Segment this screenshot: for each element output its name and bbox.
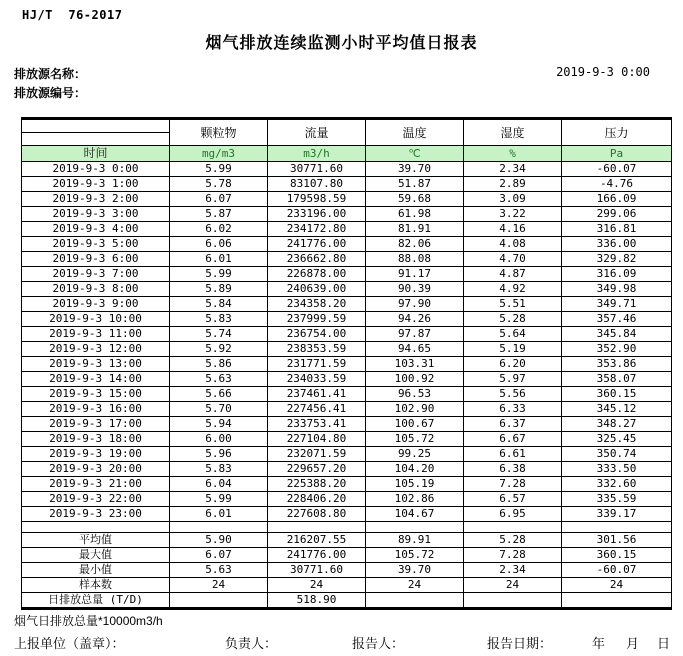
cell-value: 349.98	[562, 282, 672, 297]
summary-value: 39.70	[366, 563, 464, 578]
summary-value: 6.07	[170, 548, 268, 563]
cell-value: 5.99	[170, 267, 268, 282]
cell-time: 2019-9-3 10:00	[22, 312, 170, 327]
summary-value: 7.28	[464, 548, 562, 563]
table-row	[22, 432, 672, 447]
cell-value: 39.70	[366, 162, 464, 177]
cell-time: 2019-9-3 9:00	[22, 297, 170, 312]
unit-row	[22, 146, 672, 162]
cell-value: 5.19	[464, 342, 562, 357]
cell-value: 5.87	[170, 207, 268, 222]
cell-value: 6.38	[464, 462, 562, 477]
cell-value: 329.82	[562, 252, 672, 267]
cell-value: 352.90	[562, 342, 672, 357]
cell-value: 100.67	[366, 417, 464, 432]
summary-value	[562, 593, 672, 609]
data-rows	[22, 162, 672, 522]
cell-value: 233196.00	[268, 207, 366, 222]
cell-value: 82.06	[366, 237, 464, 252]
cell-value: 30771.60	[268, 162, 366, 177]
cell-value: 102.86	[366, 492, 464, 507]
source-code-label: 排放源编号：	[14, 86, 87, 100]
summary-value	[464, 593, 562, 609]
cell-value: 357.46	[562, 312, 672, 327]
col-header-pressure: 压力	[562, 119, 672, 146]
cell-value: 6.67	[464, 432, 562, 447]
cell-value: 353.86	[562, 357, 672, 372]
cell-time: 2019-9-3 20:00	[22, 462, 170, 477]
cell-time: 2019-9-3 3:00	[22, 207, 170, 222]
cell-value: 231771.59	[268, 357, 366, 372]
report-unit-label: 上报单位（盖章）：	[14, 636, 125, 651]
cell-time: 2019-9-3 17:00	[22, 417, 170, 432]
cell-value: 2.34	[464, 162, 562, 177]
summary-value: -60.07	[562, 563, 672, 578]
summary-value: 301.56	[562, 533, 672, 548]
cell-value: 97.87	[366, 327, 464, 342]
cell-value: 5.83	[170, 312, 268, 327]
cell-value: 96.53	[366, 387, 464, 402]
cell-time: 2019-9-3 13:00	[22, 357, 170, 372]
cell-value: 350.74	[562, 447, 672, 462]
table-row	[22, 237, 672, 252]
cell-value: 336.00	[562, 237, 672, 252]
summary-label: 最大值	[22, 548, 170, 563]
col-header-temperature: 温度	[366, 119, 464, 146]
cell-value: 3.09	[464, 192, 562, 207]
cell-value: -60.07	[562, 162, 672, 177]
cell-time: 2019-9-3 22:00	[22, 492, 170, 507]
cell-time: 2019-9-3 0:00	[22, 162, 170, 177]
cell-time: 2019-9-3 1:00	[22, 177, 170, 192]
cell-value: 3.22	[464, 207, 562, 222]
table-row	[22, 492, 672, 507]
summary-value	[366, 593, 464, 609]
cell-value: 2.89	[464, 177, 562, 192]
table-row	[22, 252, 672, 267]
cell-value: 105.19	[366, 477, 464, 492]
cell-value: 227104.80	[268, 432, 366, 447]
summary-value: 518.90	[268, 593, 366, 609]
cell-value: 240639.00	[268, 282, 366, 297]
cell-value: 6.01	[170, 507, 268, 522]
cell-value: 5.63	[170, 372, 268, 387]
cell-value: 51.87	[366, 177, 464, 192]
reporter-label: 报告人：	[352, 636, 405, 651]
table-row	[22, 402, 672, 417]
summary-value: 24	[268, 578, 366, 593]
cell-value: 6.20	[464, 357, 562, 372]
cell-value: 94.65	[366, 342, 464, 357]
cell-value: 226878.00	[268, 267, 366, 282]
table-row	[22, 417, 672, 432]
table-row	[22, 372, 672, 387]
cell-value: -4.76	[562, 177, 672, 192]
unit-particulate: mg/m3	[170, 146, 268, 162]
summary-label: 平均值	[22, 533, 170, 548]
cell-value: 333.50	[562, 462, 672, 477]
cell-value: 5.74	[170, 327, 268, 342]
cell-value: 316.81	[562, 222, 672, 237]
col-header-particulate: 颗粒物	[170, 119, 268, 146]
summary-value: 24	[562, 578, 672, 593]
cell-value: 5.70	[170, 402, 268, 417]
table-row	[22, 342, 672, 357]
report-datetime: 2019-9-3 0:00	[556, 65, 650, 79]
summary-value: 24	[170, 578, 268, 593]
cell-time: 2019-9-3 18:00	[22, 432, 170, 447]
month-label: 月	[626, 636, 640, 651]
cell-value: 6.95	[464, 507, 562, 522]
cell-value: 236754.00	[268, 327, 366, 342]
summary-row	[22, 563, 672, 578]
header-empty-cell-top	[22, 119, 170, 133]
cell-value: 6.37	[464, 417, 562, 432]
cell-value: 234358.20	[268, 297, 366, 312]
table-row	[22, 387, 672, 402]
cell-value: 5.78	[170, 177, 268, 192]
standard-number: HJ/T 76-2017	[22, 8, 123, 22]
unit-temperature: ℃	[366, 146, 464, 162]
cell-time: 2019-9-3 16:00	[22, 402, 170, 417]
cell-value: 5.86	[170, 357, 268, 372]
summary-rows	[22, 533, 672, 609]
source-name-label: 排放源名称：	[14, 67, 87, 81]
table-row	[22, 447, 672, 462]
header-row-top	[22, 119, 672, 133]
total-emission-note: 烟气日排放总量*10000m3/h	[14, 614, 163, 628]
cell-value: 104.20	[366, 462, 464, 477]
cell-value: 88.08	[366, 252, 464, 267]
cell-time: 2019-9-3 7:00	[22, 267, 170, 282]
cell-value: 232071.59	[268, 447, 366, 462]
summary-value: 360.15	[562, 548, 672, 563]
cell-value: 6.04	[170, 477, 268, 492]
header-empty-cell-bottom	[22, 133, 170, 146]
summary-label: 日排放总量 (T/D)	[22, 593, 170, 609]
cell-value: 227608.80	[268, 507, 366, 522]
cell-value: 316.09	[562, 267, 672, 282]
cell-time: 2019-9-3 19:00	[22, 447, 170, 462]
table-row	[22, 297, 672, 312]
cell-value: 94.26	[366, 312, 464, 327]
cell-value: 6.00	[170, 432, 268, 447]
cell-value: 105.72	[366, 432, 464, 447]
cell-value: 6.57	[464, 492, 562, 507]
table-row	[22, 357, 672, 372]
spacer-row	[22, 522, 672, 533]
cell-value: 5.51	[464, 297, 562, 312]
cell-value: 237461.41	[268, 387, 366, 402]
cell-value: 335.59	[562, 492, 672, 507]
cell-value: 360.15	[562, 387, 672, 402]
cell-value: 5.96	[170, 447, 268, 462]
cell-value: 345.84	[562, 327, 672, 342]
time-column-header: 时间	[22, 146, 170, 162]
cell-value: 5.99	[170, 492, 268, 507]
cell-value: 345.12	[562, 402, 672, 417]
cell-value: 81.91	[366, 222, 464, 237]
cell-value: 6.61	[464, 447, 562, 462]
cell-value: 229657.20	[268, 462, 366, 477]
cell-value: 5.28	[464, 312, 562, 327]
cell-value: 349.71	[562, 297, 672, 312]
cell-value: 238353.59	[268, 342, 366, 357]
cell-time: 2019-9-3 2:00	[22, 192, 170, 207]
cell-value: 234033.59	[268, 372, 366, 387]
cell-time: 2019-9-3 15:00	[22, 387, 170, 402]
cell-value: 233753.41	[268, 417, 366, 432]
cell-value: 179598.59	[268, 192, 366, 207]
summary-label: 最小值	[22, 563, 170, 578]
table-row	[22, 267, 672, 282]
cell-value: 6.01	[170, 252, 268, 267]
unit-humidity: %	[464, 146, 562, 162]
summary-value: 216207.55	[268, 533, 366, 548]
cell-time: 2019-9-3 4:00	[22, 222, 170, 237]
cell-value: 5.56	[464, 387, 562, 402]
summary-value: 5.28	[464, 533, 562, 548]
cell-value: 4.87	[464, 267, 562, 282]
summary-value: 105.72	[366, 548, 464, 563]
cell-value: 102.90	[366, 402, 464, 417]
cell-value: 348.27	[562, 417, 672, 432]
cell-value: 6.07	[170, 192, 268, 207]
summary-value: 2.34	[464, 563, 562, 578]
cell-time: 2019-9-3 5:00	[22, 237, 170, 252]
cell-value: 5.83	[170, 462, 268, 477]
report-date-label: 报告日期：	[487, 636, 553, 651]
cell-value: 234172.80	[268, 222, 366, 237]
cell-value: 332.60	[562, 477, 672, 492]
table-row	[22, 177, 672, 192]
cell-value: 358.07	[562, 372, 672, 387]
cell-time: 2019-9-3 12:00	[22, 342, 170, 357]
responsible-person-label: 负责人：	[225, 636, 278, 651]
summary-row	[22, 593, 672, 609]
cell-value: 59.68	[366, 192, 464, 207]
cell-value: 237999.59	[268, 312, 366, 327]
col-header-humidity: 湿度	[464, 119, 562, 146]
cell-value: 91.17	[366, 267, 464, 282]
cell-value: 5.89	[170, 282, 268, 297]
cell-value: 5.99	[170, 162, 268, 177]
summary-value: 24	[464, 578, 562, 593]
cell-value: 4.16	[464, 222, 562, 237]
cell-value: 104.67	[366, 507, 464, 522]
cell-value: 5.66	[170, 387, 268, 402]
table-row	[22, 282, 672, 297]
table-row	[22, 477, 672, 492]
cell-value: 4.08	[464, 237, 562, 252]
summary-value: 24	[366, 578, 464, 593]
cell-time: 2019-9-3 6:00	[22, 252, 170, 267]
table-row	[22, 327, 672, 342]
cell-time: 2019-9-3 23:00	[22, 507, 170, 522]
table-row	[22, 507, 672, 522]
table-row	[22, 207, 672, 222]
cell-time: 2019-9-3 11:00	[22, 327, 170, 342]
summary-value: 5.63	[170, 563, 268, 578]
summary-row	[22, 548, 672, 563]
cell-value: 5.84	[170, 297, 268, 312]
unit-flow: m3/h	[268, 146, 366, 162]
hourly-average-table	[21, 117, 672, 610]
cell-value: 228406.20	[268, 492, 366, 507]
cell-value: 299.06	[562, 207, 672, 222]
table-row	[22, 222, 672, 237]
cell-time: 2019-9-3 8:00	[22, 282, 170, 297]
cell-time: 2019-9-3 14:00	[22, 372, 170, 387]
table-row	[22, 462, 672, 477]
summary-row	[22, 578, 672, 593]
cell-value: 225388.20	[268, 477, 366, 492]
cell-value: 61.98	[366, 207, 464, 222]
page-title: 烟气排放连续监测小时平均值日报表	[205, 35, 478, 52]
cell-value: 90.39	[366, 282, 464, 297]
cell-value: 6.33	[464, 402, 562, 417]
cell-value: 4.92	[464, 282, 562, 297]
summary-row	[22, 533, 672, 548]
cell-value: 241776.00	[268, 237, 366, 252]
cell-value: 236662.80	[268, 252, 366, 267]
cell-value: 5.64	[464, 327, 562, 342]
year-label: 年	[592, 636, 606, 651]
day-label: 日	[657, 636, 671, 651]
unit-pressure: Pa	[562, 146, 672, 162]
cell-value: 4.70	[464, 252, 562, 267]
cell-value: 227456.41	[268, 402, 366, 417]
cell-value: 7.28	[464, 477, 562, 492]
cell-value: 83107.80	[268, 177, 366, 192]
cell-value: 5.94	[170, 417, 268, 432]
cell-value: 6.02	[170, 222, 268, 237]
summary-value: 89.91	[366, 533, 464, 548]
summary-value: 241776.00	[268, 548, 366, 563]
cell-value: 99.25	[366, 447, 464, 462]
spacer-section	[22, 522, 672, 533]
cell-value: 5.92	[170, 342, 268, 357]
col-header-flow: 流量	[268, 119, 366, 146]
table-row	[22, 162, 672, 177]
cell-time: 2019-9-3 21:00	[22, 477, 170, 492]
cell-value: 97.90	[366, 297, 464, 312]
summary-value	[170, 593, 268, 609]
table-header	[22, 119, 672, 162]
summary-label: 样本数	[22, 578, 170, 593]
cell-value: 5.97	[464, 372, 562, 387]
summary-value: 5.90	[170, 533, 268, 548]
cell-value: 6.06	[170, 237, 268, 252]
summary-value: 30771.60	[268, 563, 366, 578]
cell-value: 339.17	[562, 507, 672, 522]
table-row	[22, 192, 672, 207]
cell-value: 100.92	[366, 372, 464, 387]
table-row	[22, 312, 672, 327]
cell-value: 103.31	[366, 357, 464, 372]
cell-value: 325.45	[562, 432, 672, 447]
cell-value: 166.09	[562, 192, 672, 207]
